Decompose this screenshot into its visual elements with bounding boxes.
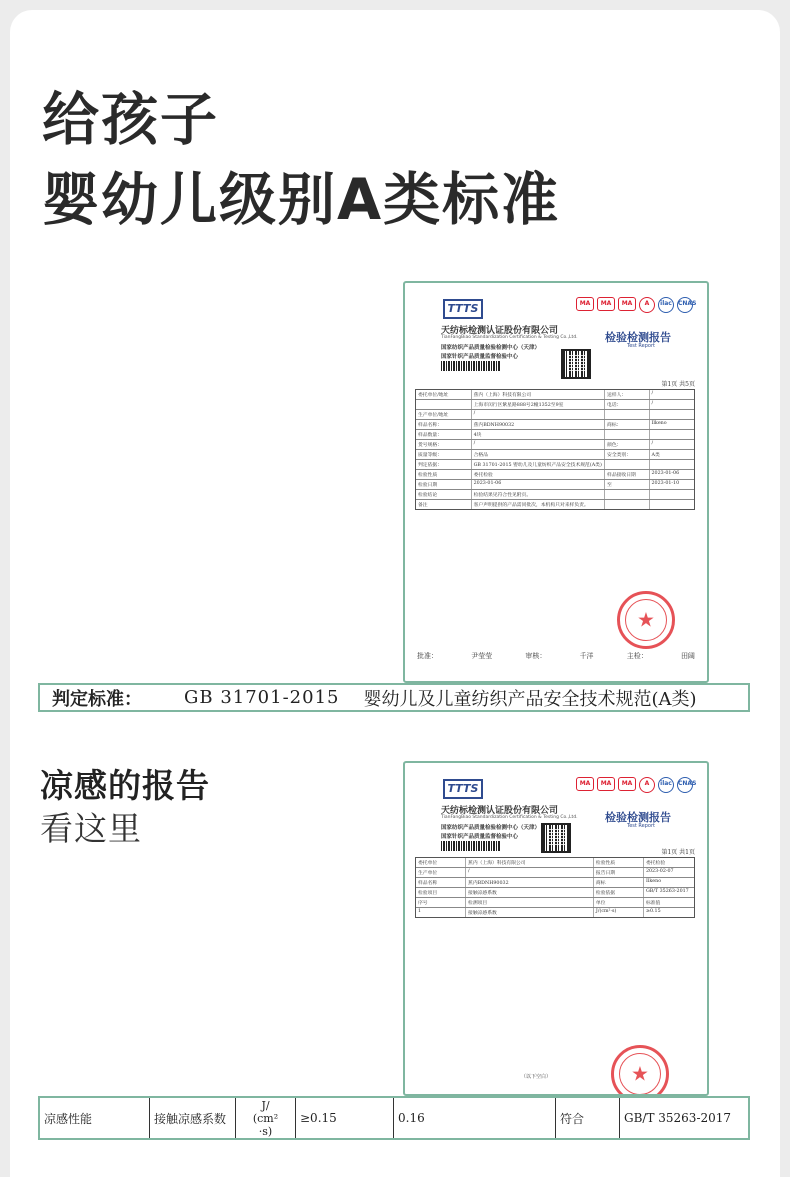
cma-badge-icon: MA (618, 297, 636, 311)
report-table-cell (605, 430, 649, 439)
result-metric: 接触凉感系数 (150, 1098, 236, 1138)
report-table-row (416, 460, 694, 470)
report-table-cell: 2023-01-10 (651, 481, 680, 486)
report-table-cell: / (472, 410, 605, 419)
report-title: 检验检测报告 (605, 331, 671, 344)
report-table-cell: 蕉内BDNH90032 (472, 420, 605, 429)
qr-code-icon (541, 823, 571, 853)
report-table-row (416, 470, 694, 480)
test-report-page (411, 289, 701, 681)
report-table-cell: J/(cm²·s) (594, 908, 644, 917)
report-table-cell: 检验日期 (416, 480, 472, 489)
report-table-row (416, 390, 694, 400)
lab-subline-1: 国家纺织产品质量检验检测中心（天津） (441, 345, 541, 351)
approver-signature: 尹莹莹 (471, 652, 493, 660)
report-table-row (416, 500, 694, 509)
cma-badge-icon: MA (597, 777, 615, 791)
report-title-en: Test Report (626, 823, 655, 829)
report-table-cell: 检验结论 (416, 490, 472, 499)
page-number: 第1页 共5页 (661, 381, 695, 388)
report-table-cell: 判定依据： (416, 460, 472, 469)
report-table-cell: 接触凉感系数 (466, 888, 594, 897)
report-table-cell: 检验性质 (416, 470, 472, 479)
result-measured-value: 0.16 (394, 1098, 556, 1138)
report-table-cell: 1 (416, 908, 466, 917)
barcode-icon (441, 361, 501, 371)
result-unit-line3: ·s) (258, 1124, 273, 1138)
result-item: 凉感性能 (40, 1098, 150, 1138)
report-table-cell: 委托检验 (472, 470, 605, 479)
report-table-cell: 检测项目 (466, 898, 594, 907)
headline-line1: 给孩子 (42, 87, 219, 153)
result-verdict: 符合 (556, 1098, 620, 1138)
report-table-cell: 样品名称 (416, 878, 466, 887)
ttts-logo: TTTS (443, 299, 483, 319)
report-table-cell: 客户声明提供的产品需同批次，本机构只对来样负责。 (472, 500, 605, 509)
report-table-row (416, 400, 694, 410)
cal-badge-icon: A (639, 777, 655, 793)
report-table-cell: 2023-01-06 (472, 480, 605, 489)
report-table-cell: 合格品 (472, 450, 605, 459)
report-table-row (416, 868, 694, 878)
report-table-cell: 至 (605, 480, 649, 489)
ttts-logo: TTTS (443, 779, 483, 799)
report-table-cell (650, 410, 694, 419)
report-table-cell: 生产单位/地址 (416, 410, 472, 419)
report-table-cell: 检验项目 (416, 888, 466, 897)
report-table-cell: 商标 (594, 878, 644, 887)
report-table-cell: 蕉内（上海）科技有限公司 (472, 390, 605, 399)
barcode-icon (441, 841, 501, 851)
result-unit (236, 1098, 296, 1138)
qr-code-icon (561, 349, 591, 379)
report-table-cell: 备注 (416, 500, 472, 509)
report-table-cell: ≥0.15 (645, 909, 661, 914)
report-table-cell: / (466, 868, 594, 877)
report-table-cell: 标准值 (645, 901, 661, 906)
report-table (415, 389, 695, 510)
report-table-cell: 上海市闵行区紫星路888号2幢1352至9室 (472, 400, 605, 409)
result-unit-line2: (cm² (252, 1111, 279, 1125)
section-title: 凉感的报告 (40, 766, 210, 805)
report-table-row (416, 420, 694, 430)
report-table-cell (416, 400, 472, 409)
report-table-cell: 生产单位 (416, 868, 466, 877)
test-report-image-1 (403, 281, 709, 683)
report-table-cell (650, 500, 694, 509)
report-table-cell (650, 460, 694, 469)
report-table-row (416, 898, 694, 908)
report-table-cell: Ilkeno (651, 421, 667, 426)
report-table-row (416, 410, 694, 420)
report-table-cell: 货号规格： (416, 440, 472, 449)
report-table-cell: 蕉内（上海）科技有限公司 (466, 858, 594, 867)
cnas-badge-icon: CNAS (677, 297, 693, 313)
standard-label: 判定标准： (52, 688, 142, 710)
report-table-cell: 检验性质 (594, 858, 644, 867)
report-table-cell: 单位 (594, 898, 644, 907)
report-table-cell: 委托单位/地址 (416, 390, 472, 399)
cal-badge-icon: A (639, 297, 655, 313)
report-table-cell: 质量等级： (416, 450, 472, 459)
certification-badges (576, 777, 697, 793)
report-table-cell: 检验依据 (594, 888, 644, 897)
test-report-image-2 (403, 761, 709, 1096)
lab-subline-2: 国家针织产品质量监督检验中心 (441, 834, 519, 840)
signature-row (417, 651, 695, 661)
lab-company-name: 天纺标检测认证股份有限公司 (441, 326, 559, 336)
standard-banner (38, 683, 750, 712)
report-table-cell: 委托单位 (416, 858, 466, 867)
report-table-cell (605, 490, 649, 499)
report-table-row (416, 430, 694, 440)
report-table-row (416, 908, 694, 917)
test-report-page (411, 769, 701, 1094)
report-table-cell (605, 500, 649, 509)
report-table-cell: 2023-01-06 (651, 471, 680, 476)
standard-code: GB 31701-2015 (184, 687, 340, 708)
report-table-cell: / (651, 391, 654, 396)
report-table-cell: 委托检验 (645, 861, 666, 866)
result-standard-value: ≥0.15 (296, 1098, 394, 1138)
lab-company-name-en: TianFangBiao Standardization Certification & Testing Co.,Ltd. (441, 815, 578, 820)
headline-line2: 婴幼儿级别A类标准 (42, 167, 561, 233)
report-table-cell: / (651, 401, 654, 406)
report-table-row (416, 480, 694, 490)
report-table-cell: 2023-02-07 (645, 869, 674, 874)
report-table-cell (605, 460, 649, 469)
report-table-cell: GB/T 35263-2017 (645, 889, 689, 894)
report-table-cell: 送样人： (605, 390, 649, 399)
report-table-cell: 样品数量： (416, 430, 472, 439)
result-method: GB/T 35263-2017 (624, 1111, 732, 1125)
ilac-badge-icon: ilac (658, 777, 674, 793)
approver-label: 批准： (417, 652, 438, 660)
report-table-row (416, 878, 694, 888)
certification-badges (576, 297, 697, 313)
report-table-row (416, 858, 694, 868)
report-table-cell: 4块 (472, 430, 605, 439)
report-footer: （以下空白） (521, 1074, 552, 1080)
report-table-cell: 接触凉感系数 (466, 908, 594, 917)
report-table-cell: 电话： (605, 400, 649, 409)
official-seal-icon (611, 1045, 669, 1096)
report-table-cell: / (651, 441, 654, 446)
report-table-cell: 颜色： (605, 440, 649, 449)
report-table-row (416, 490, 694, 500)
cma-badge-icon: MA (576, 777, 594, 791)
inspector-signature: 田阔 (680, 652, 695, 660)
reviewer-label: 审核： (525, 652, 547, 660)
report-table-row (416, 440, 694, 450)
report-table-cell: A类 (651, 453, 660, 458)
official-seal-icon (617, 591, 675, 649)
report-title: 检验检测报告 (605, 811, 671, 824)
cma-badge-icon: MA (597, 297, 615, 311)
report-table-row (416, 888, 694, 898)
report-table-cell: Ilkeno (645, 879, 662, 884)
cma-badge-icon: MA (618, 777, 636, 791)
report-table-cell: 样品接收日期 (605, 470, 649, 479)
cma-badge-icon: MA (576, 297, 594, 311)
report-table-cell (650, 430, 694, 439)
standard-name: 婴幼儿及儿童纺织产品安全技术规范(A类) (363, 688, 697, 710)
lab-company-name-en: TianFangBiao Standardization Certification & Testing Co.,Ltd. (441, 335, 578, 340)
ilac-badge-icon: ilac (658, 297, 674, 313)
report-table-cell: / (472, 440, 605, 449)
lab-subline-1: 国家纺织产品质量检验检测中心（天津） (441, 825, 541, 831)
reviewer-signature: 千洋 (579, 652, 594, 660)
report-table-cell: 报告日期 (594, 868, 644, 877)
result-unit-line1: J/ (261, 1098, 270, 1112)
report-table-cell: 检验结果见符合性见附页。 (472, 490, 605, 499)
report-table-cell: 安全类别： (605, 450, 649, 459)
cnas-badge-icon: CNAS (677, 777, 693, 793)
report-table-cell: 商标： (605, 420, 649, 429)
lab-company-name: 天纺标检测认证股份有限公司 (441, 806, 559, 816)
lab-subline-2: 国家针织产品质量监督检验中心 (441, 354, 519, 360)
result-row (38, 1096, 750, 1140)
report-table-cell: 样品名称： (416, 420, 472, 429)
report-table (415, 857, 695, 918)
report-table-cell: 序号 (416, 898, 466, 907)
report-table-cell (605, 410, 649, 419)
inspector-label: 主检： (626, 652, 648, 660)
report-table-cell: 蕉内BDNH90032 (466, 878, 594, 887)
report-table-row (416, 450, 694, 460)
page-number: 第1页 共1页 (661, 849, 695, 856)
report-title-en: Test Report (626, 343, 655, 349)
report-table-cell (650, 490, 694, 499)
section-subtitle: 看这里 (40, 809, 142, 848)
report-table-cell: GB 31701-2015 婴幼儿及儿童纺织产品安全技术规范(A类) (472, 460, 605, 469)
